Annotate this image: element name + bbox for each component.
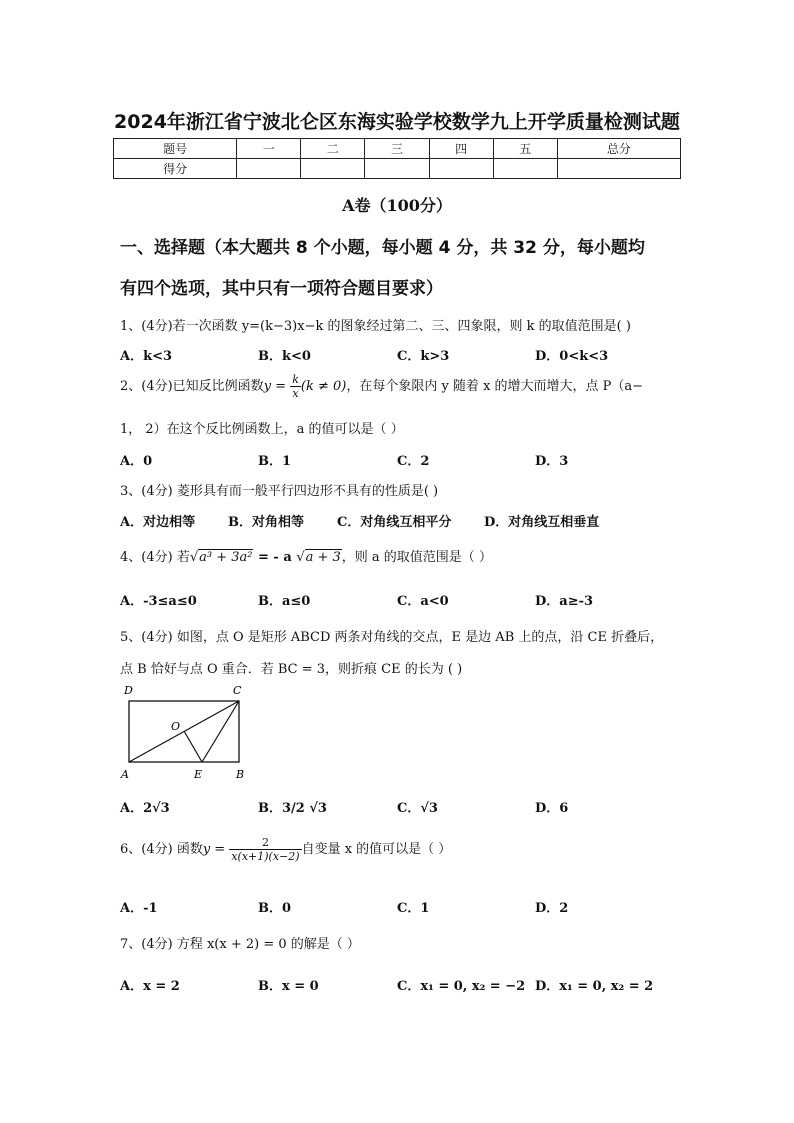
table-cell	[493, 159, 557, 179]
table-cell: 一	[237, 139, 301, 159]
question-2	[120, 373, 643, 400]
option-d: D．2	[535, 901, 569, 916]
radical-sign: √	[189, 550, 199, 565]
section-heading-line1: 一、选择题（本大题共 8 个小题，每小题 4 分，共 32 分，每小题均	[120, 238, 645, 258]
q2-pre: 2、(4分)已知反比例函数	[120, 379, 264, 394]
option-d: D．对角线互相垂直	[484, 515, 600, 530]
fraction-denominator: x	[292, 387, 299, 400]
fraction-numerator: k	[292, 373, 299, 386]
question-5-line2: 点 B 恰好与点 O 重合．若 BC = 3，则折痕 CE 的长为 ( )	[120, 662, 463, 677]
option-b: B．x = 0	[258, 979, 319, 994]
table-cell: 三	[365, 139, 429, 159]
option-c: C．1	[397, 901, 430, 916]
fraction-denominator: x(x+1)(x−2)	[231, 850, 300, 863]
table-row	[114, 159, 681, 179]
question-4	[120, 546, 492, 565]
option-c: C．a<0	[397, 594, 449, 609]
option-a: A．-1	[120, 901, 158, 916]
option-b: B．1	[258, 454, 292, 469]
question-7: 7、(4分) 方程 x(x + 2) = 0 的解是（ ）	[120, 937, 360, 952]
table-cell	[365, 159, 429, 179]
question-2-line2: 1， 2）在这个反比例函数上，a 的值可以是（ ）	[120, 422, 404, 437]
option-b: B．对角相等	[228, 515, 304, 530]
option-b: B．a≤0	[258, 594, 311, 609]
option-a: A．2√3	[120, 801, 170, 816]
option-a: A．x = 2	[120, 979, 180, 994]
option-c: C．2	[397, 454, 430, 469]
question-1: 1、(4分)若一次函数 y=(k−3)x−k 的图象经过第二、三、四象限，则 k 的取值范围是( )	[120, 319, 631, 334]
table-cell	[429, 159, 493, 179]
score-table	[113, 138, 681, 179]
option-b: B．k<0	[258, 349, 311, 364]
table-cell: 四	[429, 139, 493, 159]
label-c: C	[233, 684, 242, 697]
option-d: D．3	[535, 454, 569, 469]
question-6	[120, 836, 451, 863]
q2-post: ，在每个象限内 y 随着 x 的增大而增大，点 P（a−	[346, 379, 644, 394]
question-5-line1: 5、(4分) 如图，点 O 是矩形 ABCD 两条对角线的交点，E 是边 AB 上的点，沿 CE 折叠后，	[120, 630, 664, 645]
question-3: 3、(4分) 菱形具有而一般平行四边形不具有的性质是( )	[120, 484, 439, 499]
table-cell	[237, 159, 301, 179]
option-b: B．3/2 √3	[258, 801, 327, 816]
table-row	[114, 139, 681, 159]
table-cell: 得分	[114, 159, 237, 179]
option-c: C．x₁ = 0, x₂ = −2	[397, 979, 526, 994]
label-b: B	[236, 768, 245, 781]
option-c: C．对角线互相平分	[337, 515, 452, 530]
q2-y: y =	[263, 379, 287, 394]
option-d: D．6	[535, 801, 569, 816]
option-c: C．k>3	[397, 349, 450, 364]
option-d: D．0<k<3	[535, 349, 609, 364]
option-d: D．x₁ = 0, x₂ = 2	[535, 979, 654, 994]
option-d: D．a≥-3	[535, 594, 594, 609]
option-b: B．0	[258, 901, 292, 916]
table-cell	[557, 159, 680, 179]
radical-sign: √	[296, 550, 305, 565]
q2-fraction	[290, 373, 301, 400]
segment-oe	[184, 731, 202, 762]
rectangle-figure	[118, 680, 254, 782]
label-a: A	[121, 768, 129, 781]
table-cell	[301, 159, 365, 179]
page-title: 2024年浙江省宁波北仑区东海实验学校数学九上开学质量检测试题	[114, 111, 680, 133]
fold-line-ce	[202, 701, 239, 762]
q6-post: 自变量 x 的值可以是（ ）	[301, 842, 452, 857]
fraction-numerator: 2	[229, 836, 301, 850]
label-o: O	[171, 720, 181, 733]
q6-y: y =	[202, 842, 226, 857]
q2-cond: (k ≠ 0)	[300, 379, 347, 394]
q6-pre: 6、(4分) 函数	[120, 842, 203, 857]
radicand-2: a + 3	[305, 550, 341, 565]
table-cell: 五	[493, 139, 557, 159]
option-a: A．k<3	[120, 349, 173, 364]
paper-heading: A卷（100分）	[342, 196, 452, 215]
option-a: A．-3≤a≤0	[120, 594, 197, 609]
table-cell: 总分	[557, 139, 680, 159]
table-cell: 二	[301, 139, 365, 159]
q6-fraction	[229, 836, 301, 863]
label-d: D	[124, 684, 133, 697]
label-e: E	[194, 768, 203, 781]
q4-mid: = - a	[253, 550, 297, 565]
q4-pre: 4、(4分) 若	[120, 550, 190, 565]
option-a: A．0	[120, 454, 153, 469]
option-a: A．对边相等	[120, 515, 196, 530]
section-heading-line2: 有四个选项，其中只有一项符合题目要求）	[120, 279, 443, 299]
q4-post: ，则 a 的取值范围是（ ）	[341, 550, 492, 565]
option-c: C．√3	[397, 801, 438, 816]
table-cell: 题号	[114, 139, 237, 159]
radicand-1: a³ + 3a²	[199, 550, 253, 565]
